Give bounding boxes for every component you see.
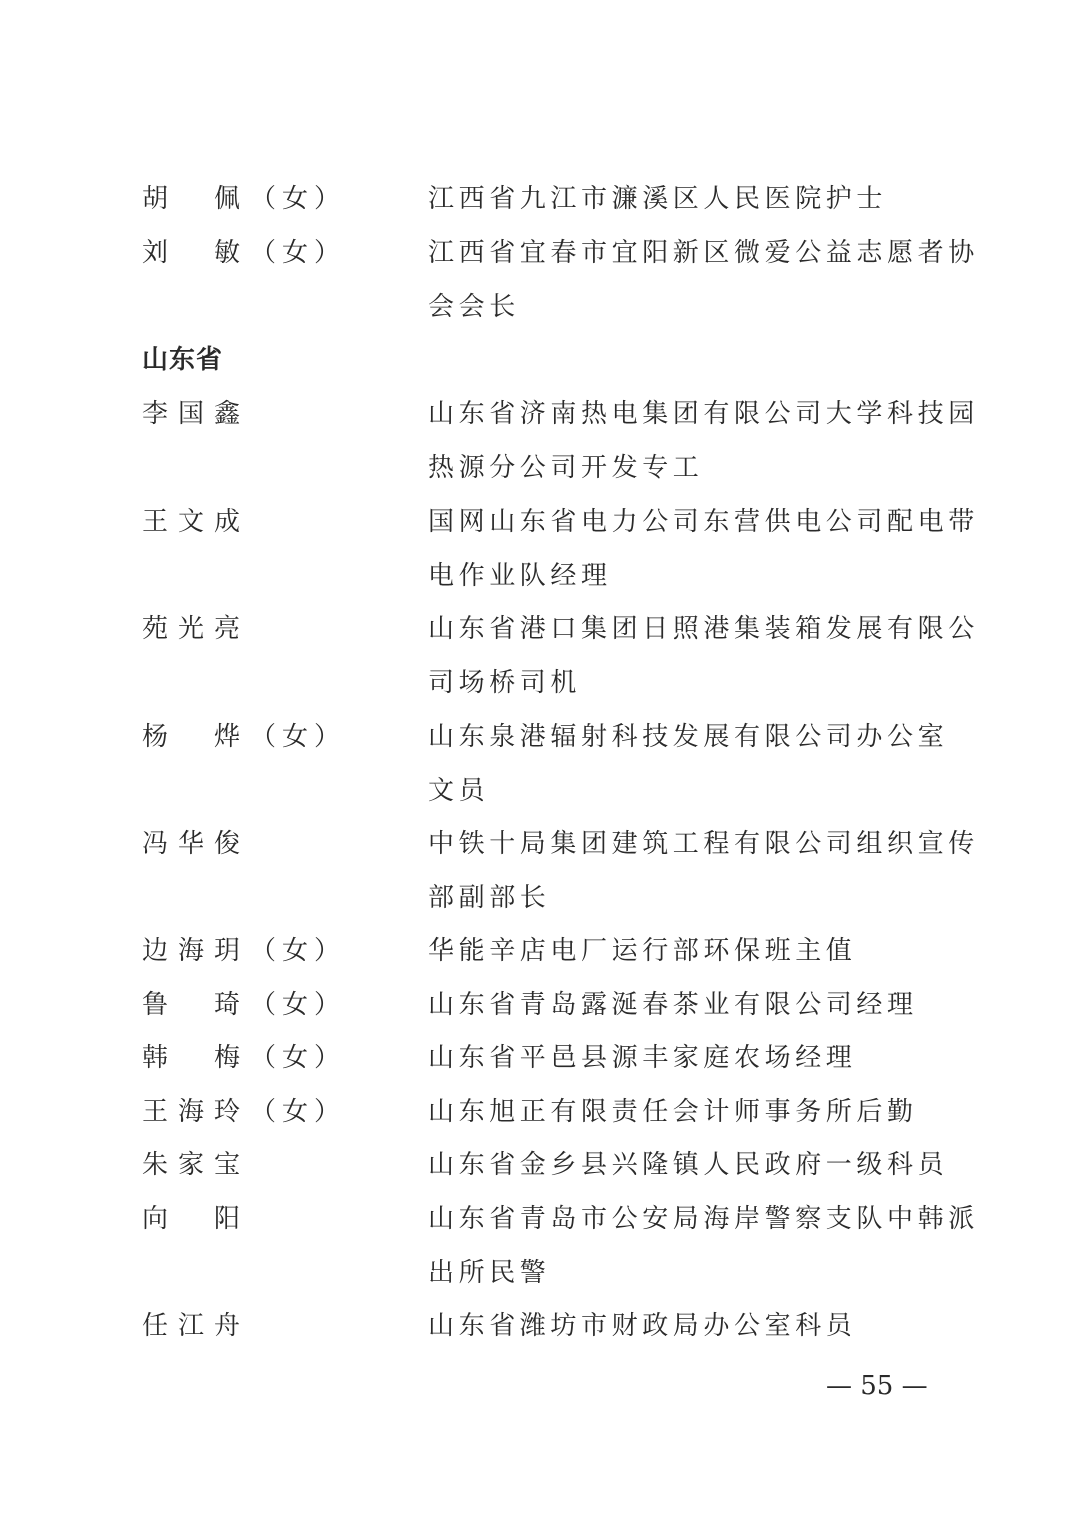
person-position: 山东泉港辐射科技发展有限公司办公室 文员 bbox=[428, 722, 949, 806]
person-position: 江西省宜春市宜阳新区微爱公益志愿者协 会会长 bbox=[428, 238, 979, 322]
list-item bbox=[0, 1299, 1080, 1353]
person-position: 山东旭正有限责任会计师事务所后勤 bbox=[428, 1097, 918, 1127]
list-item bbox=[0, 226, 1080, 322]
person-name: 冯华俊 bbox=[142, 829, 251, 859]
person-name: 苑光亮 bbox=[142, 614, 251, 644]
person-name: 杨 烨（女） bbox=[142, 722, 347, 752]
list-item bbox=[0, 817, 1080, 913]
list-item bbox=[0, 495, 1080, 591]
person-position: 山东省平邑县源丰家庭农场经理 bbox=[428, 1043, 857, 1073]
person-name: 刘 敏（女） bbox=[142, 238, 347, 268]
person-name: 任江舟 bbox=[142, 1311, 251, 1341]
person-position: 中铁十局集团建筑工程有限公司组织宣传 部副部长 bbox=[428, 829, 979, 913]
page-number: — 55 — bbox=[826, 1371, 928, 1401]
person-position: 山东省青岛露涎春茶业有限公司经理 bbox=[428, 990, 918, 1020]
person-name: 胡 佩（女） bbox=[142, 184, 347, 214]
person-position: 山东省青岛市公安局海岸警察支队中韩派 出所民警 bbox=[428, 1204, 979, 1288]
person-name: 王文成 bbox=[142, 507, 251, 537]
list-item bbox=[0, 710, 1080, 806]
person-position: 山东省港口集团日照港集装箱发展有限公 司场桥司机 bbox=[428, 614, 979, 698]
person-position: 华能辛店电厂运行部环保班主值 bbox=[428, 936, 857, 966]
person-name: 韩 梅（女） bbox=[142, 1043, 347, 1073]
list-item bbox=[0, 924, 1080, 978]
person-position: 山东省济南热电集团有限公司大学科技园 热源分公司开发专工 bbox=[428, 399, 979, 483]
person-position: 山东省潍坊市财政局办公室科员 bbox=[428, 1311, 857, 1341]
person-name: 鲁 琦（女） bbox=[142, 990, 347, 1020]
list-item bbox=[0, 1031, 1080, 1085]
list-item bbox=[0, 602, 1080, 698]
person-position: 国网山东省电力公司东营供电公司配电带 电作业队经理 bbox=[428, 507, 979, 591]
list-item bbox=[0, 1138, 1080, 1192]
list-item bbox=[0, 1192, 1080, 1288]
section-title: 山东省 bbox=[142, 345, 224, 375]
person-name: 朱家宝 bbox=[142, 1150, 251, 1180]
person-name: 边海玥（女） bbox=[142, 936, 347, 966]
person-position: 江西省九江市濂溪区人民医院护士 bbox=[428, 184, 888, 214]
list-item bbox=[0, 172, 1080, 226]
list-item bbox=[0, 387, 1080, 483]
list-item bbox=[0, 978, 1080, 1032]
person-name: 李国鑫 bbox=[142, 399, 251, 429]
person-name: 向 阳 bbox=[142, 1204, 251, 1234]
person-name: 王海玲（女） bbox=[142, 1097, 347, 1127]
person-position: 山东省金乡县兴隆镇人民政府一级科员 bbox=[428, 1150, 949, 1180]
list-item bbox=[0, 1085, 1080, 1139]
